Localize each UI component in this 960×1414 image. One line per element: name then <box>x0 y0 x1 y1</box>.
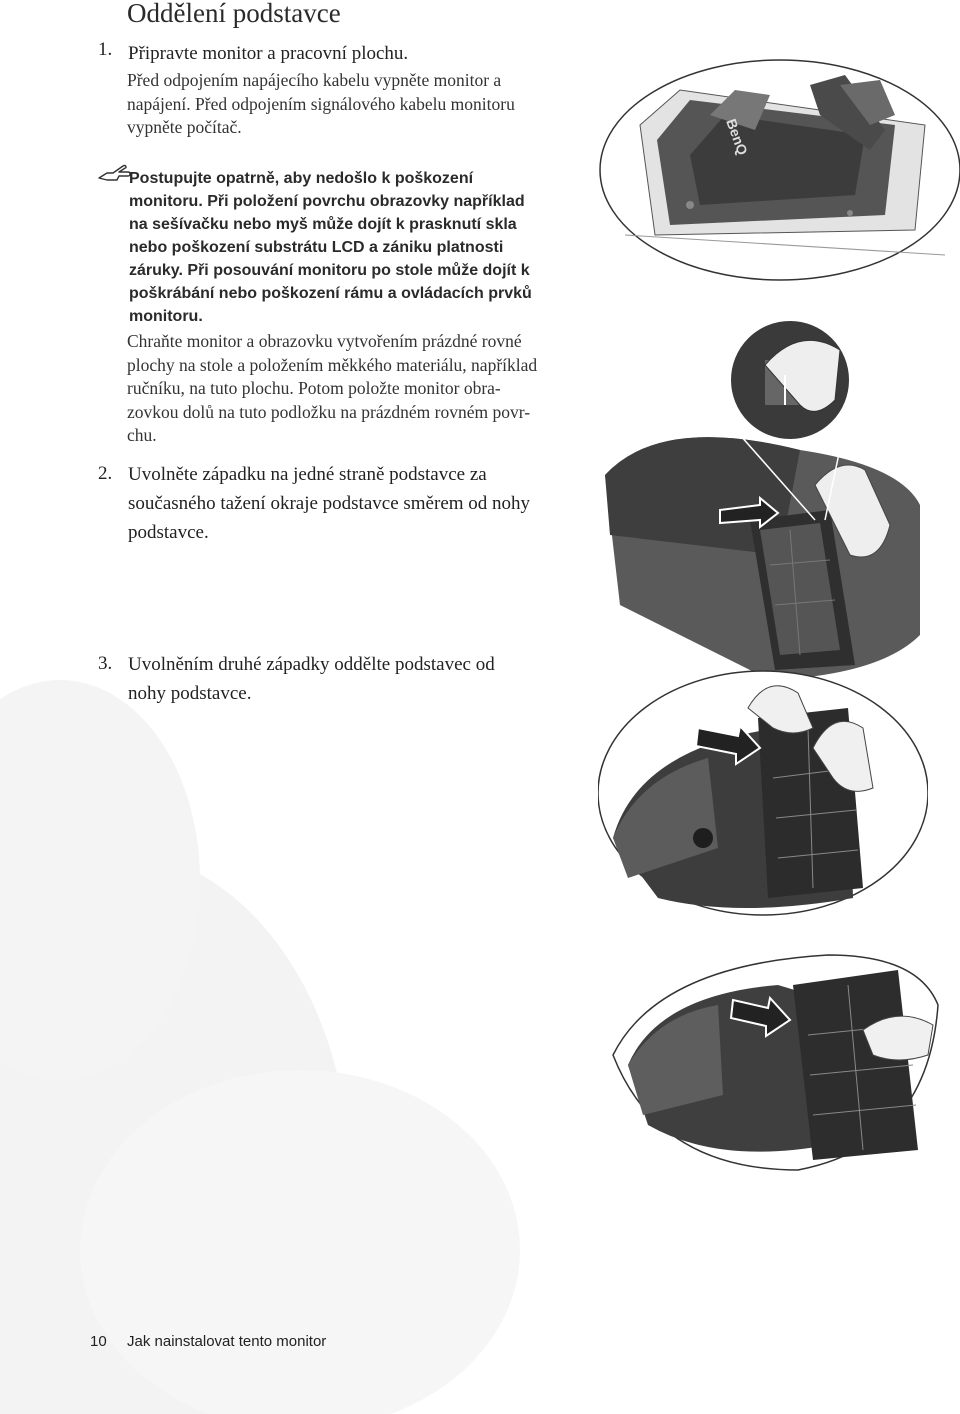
paragraph-line: plochy na stole a položením měkkého materiálu, například <box>127 354 538 375</box>
step-3-number: 3. <box>98 653 113 674</box>
step-2-text <box>128 460 530 547</box>
footer-section-title: Jak nainstalovat tento monitor <box>127 1333 327 1350</box>
protect-paragraph <box>127 330 597 448</box>
warning-note <box>129 167 599 328</box>
step-2-line: Uvolněte západku na jedné straně podstavce za <box>128 464 487 485</box>
release-latch-illustration <box>600 305 930 685</box>
paragraph-line: Chraňte monitor a obrazovku vytvořením prázdné rovné <box>127 331 522 351</box>
separate-stand-illustration-1 <box>598 668 928 918</box>
step-3-line: nohy podstavce. <box>128 683 252 704</box>
step-2-number: 2. <box>98 463 113 484</box>
step-1-title: Připravte monitor a pracovní plochu. <box>128 43 409 64</box>
paragraph-line: ručníku, na tuto plochu. Potom položte monitor obra- <box>127 378 501 398</box>
step-2-line: podstavce. <box>128 522 209 543</box>
note-line: Postupujte opatrně, aby nedošlo k poškození <box>129 170 474 187</box>
paragraph-line: chu. <box>127 425 157 445</box>
monitor-logo: BenQ <box>723 116 751 158</box>
note-line: na sešívačku nebo myš může dojít k prasknutí skla <box>129 216 517 233</box>
step-3-text <box>128 650 495 708</box>
paragraph-line: zovkou dolů na tuto podložku na prázdném rovném povr- <box>127 401 531 422</box>
pointing-hand-icon <box>97 163 131 183</box>
step-1-body-line: Před odpojením napájecího kabelu vypněte monitor a <box>127 70 502 90</box>
step-1-body <box>127 69 515 140</box>
step-1-body-line: napájení. Před odpojením signálového kabelu monitoru <box>127 93 515 114</box>
page-number: 10 <box>90 1333 107 1350</box>
step-1-number: 1. <box>98 39 113 60</box>
step-2-line: současného tažení okraje podstavce směrem od nohy <box>128 493 531 514</box>
note-line: monitoru. Při položení povrchu obrazovky například <box>129 193 525 210</box>
separate-stand-illustration-2 <box>598 945 943 1175</box>
note-line: záruky. Při posouvání monitoru po stole může dojít k <box>129 262 530 279</box>
step-3-line: Uvolněním druhé západky oddělte podstavec od <box>128 654 495 675</box>
note-line: poškrábání nebo poškození rámu a ovládacích prvků <box>129 285 532 302</box>
step-1-body-line: vypněte počítač. <box>127 117 242 137</box>
monitor-facedown-illustration <box>595 55 960 285</box>
note-line: nebo poškození substrátu LCD a zániku platnosti <box>129 239 504 256</box>
note-line: monitoru. <box>129 308 203 325</box>
page-title: Oddělení podstavce <box>127 0 341 28</box>
